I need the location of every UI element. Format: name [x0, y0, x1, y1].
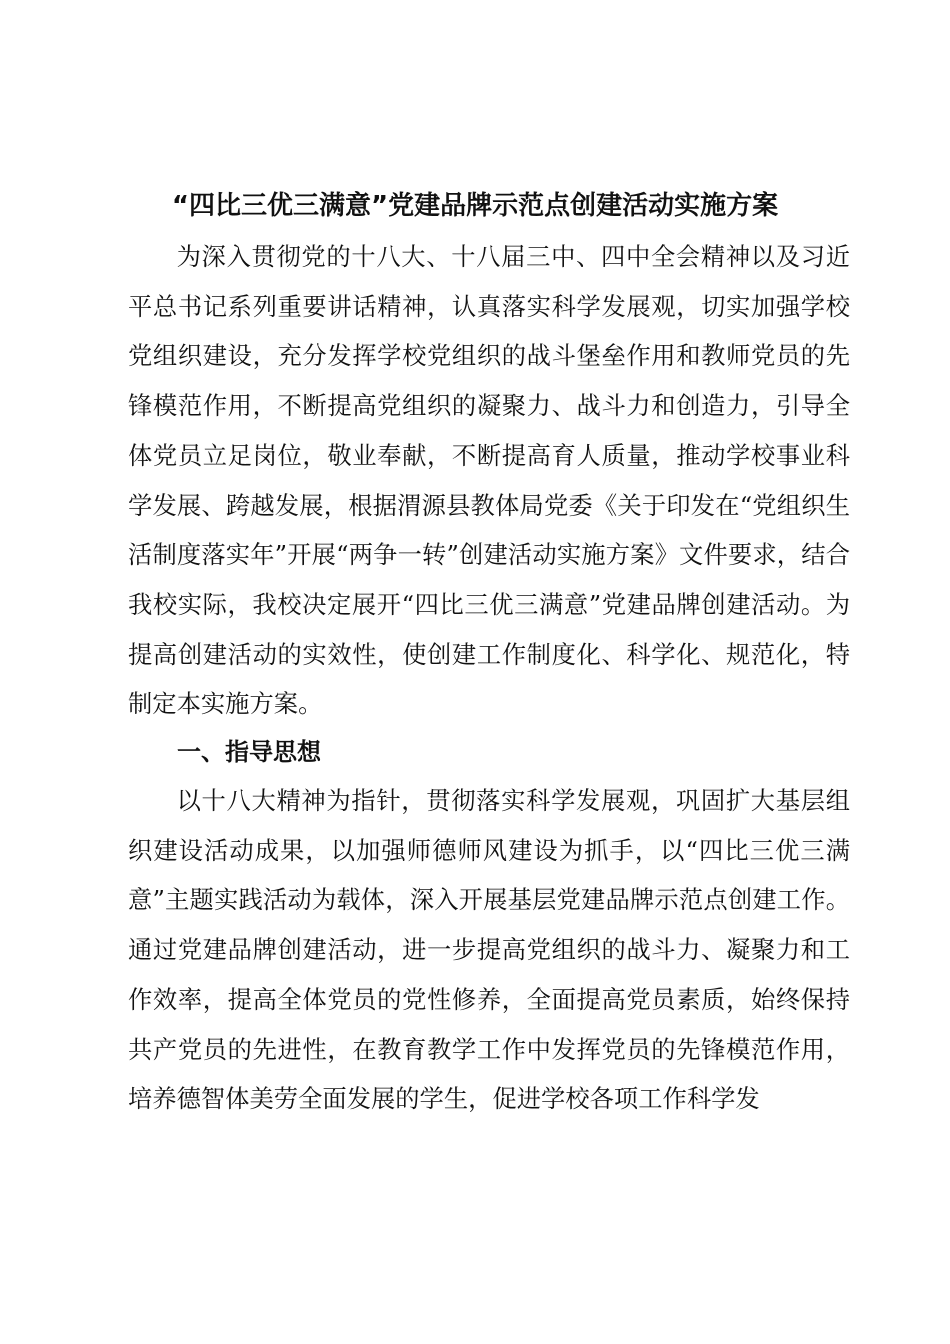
- document-title: “四比三优三满意”党建品牌示范点创建活动实施方案: [171, 191, 779, 221]
- section-paragraph-guiding-ideology: 以十八大精神为指针，贯彻落实科学发展观，巩固扩大基层组织建设活动成果，以加强师德师风建设为抓手，以“四比三优三满意”主题实践活动为载体，深入开展基层党建品牌示范点创建工作。通过党建品牌创建活动，进一步提高党组织的战斗力、凝聚力和工作效率，提高全体党员的党性修养，全面提高党员素质，始终保持共产党员的先进性，在教育教学工作中发挥党员的先锋模范作用，培养德智体美劳全面发展的学生，促进学校各项工作科学发: [128, 786, 850, 1114]
- section-heading-guiding-ideology: 一、指导思想: [177, 738, 321, 766]
- intro-paragraph: 为深入贯彻党的十八大、十八届三中、四中全会精神以及习近平总书记系列重要讲话精神，认真落实科学发展观，切实加强学校党组织建设，充分发挥学校党组织的战斗堡垒作用和教师党员的先锋模范作用，不断提高党组织的凝聚力、战斗力和创造力，引导全体党员立足岗位，敬业奉献，不断提高育人质量，推动学校事业科学发展、跨越发展，根据渭源县教体局党委《关于印发在“党组织生活制度落实年”开展“两争一转”创建活动实施方案》文件要求，结合我校实际，我校决定展开“四比三优三满意”党建品牌创建活动。为提高创建活动的实效性，使创建工作制度化、科学化、规范化，特制定本实施方案。: [128, 242, 850, 719]
